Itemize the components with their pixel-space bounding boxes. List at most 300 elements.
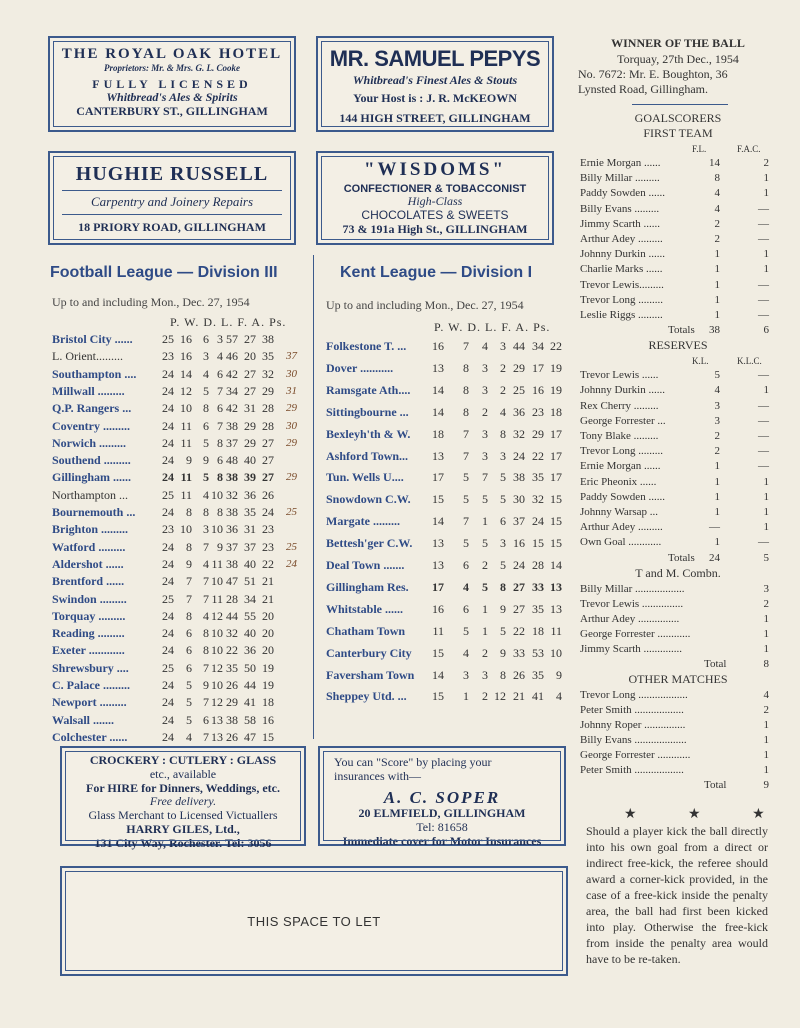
stat-cell: 6 (217, 366, 223, 381)
stat-cell: 28 (262, 418, 274, 433)
goals-b: — (758, 293, 769, 306)
handwritten-note: 30 (286, 367, 297, 380)
stat-cell: 7 (203, 729, 209, 744)
russell-address: 18 PRIORY ROAD, GILLINGHAM (78, 219, 266, 234)
team-name: Tun. Wells U.... (326, 470, 404, 485)
stat-cell: 38 (513, 470, 525, 485)
player-name: Ernie Morgan ...... (580, 460, 661, 473)
stat-cell: 9 (203, 678, 209, 692)
first-team-row (580, 171, 776, 186)
ball-divider (632, 104, 728, 105)
goals-a: 3 (714, 414, 720, 427)
goals-a: 4 (714, 202, 720, 215)
player-name: Charlie Marks ...... (580, 263, 663, 276)
stat-cell: 4 (500, 404, 506, 419)
reserves-row (580, 535, 776, 550)
team-name: Bexleyh'th & W. (326, 426, 411, 441)
royal-oak-ales: Whitbread's Ales & Spirits (106, 90, 238, 105)
team-name: Gillingham Res. (326, 579, 409, 594)
stat-cell: 15 (550, 536, 562, 551)
table-row (326, 579, 570, 596)
stat-cell: 11 (180, 470, 192, 485)
stat-cell: 27 (262, 470, 274, 485)
stat-cell: 31 (244, 522, 256, 537)
stat-cell: 27 (262, 435, 274, 450)
table-row (52, 418, 310, 435)
goals-b: 1 (763, 490, 769, 503)
goals-b: — (758, 430, 769, 442)
tm-row (580, 597, 776, 612)
team-name: Q.P. Rangers ... (52, 401, 132, 416)
stat-cell: 35 (244, 505, 256, 519)
team-name: L. Orient......... (52, 349, 123, 364)
table-row (52, 348, 310, 365)
stat-cell: 19 (550, 382, 562, 397)
stat-cell: 23 (532, 404, 544, 419)
stat-cell: 33 (532, 579, 544, 594)
stat-cell: 35 (532, 470, 544, 485)
goals-b: 1 (763, 248, 769, 261)
stat-cell: 24 (162, 556, 174, 571)
stat-cell: 6 (463, 601, 469, 616)
stat-cell: 11 (180, 435, 192, 450)
crockery-line-6: HARRY GILES, Ltd., (126, 821, 240, 836)
table-row (326, 513, 570, 530)
stat-cell: 12 (180, 383, 192, 398)
stat-cell: 24 (162, 453, 174, 468)
stat-cell: 12 (494, 689, 506, 704)
stat-cell: 24 (262, 505, 274, 519)
kent-subtitle: Up to and including Mon., Dec. 27, 1954 (326, 298, 524, 312)
stat-cell: 5 (482, 579, 488, 594)
team-name: Bournemouth ... (52, 505, 136, 519)
stat-cell: 6 (186, 626, 192, 641)
stat-cell: 7 (463, 426, 469, 441)
stat-cell: 20 (262, 643, 274, 658)
table-row (326, 426, 570, 443)
table-row (52, 712, 310, 729)
table-row (326, 688, 570, 705)
goals-a: 1 (714, 460, 720, 473)
table-row (52, 452, 310, 469)
stat-cell: 3 (463, 667, 469, 682)
stat-cell: 4 (203, 608, 209, 623)
free-kick-rule: Should a player kick the ball directly into his own goal from a direct or indirect free-kick, the referee should award a corner-kick provided, in the case of a free-kick inside the penalty area, the ball had first been kicked into play. Otherwise the free-kick from inside the penalty area would have to be re-taken. (586, 824, 768, 966)
stat-cell: 38 (226, 712, 238, 727)
goals: 1 (763, 612, 769, 625)
stat-cell: 20 (244, 349, 256, 364)
player-name: Paddy Sowden ...... (580, 187, 665, 200)
stat-cell: 36 (244, 487, 256, 502)
stat-cell: 8 (186, 608, 192, 623)
stat-cell: 4 (463, 579, 469, 594)
stat-cell: 34 (532, 339, 544, 353)
player-name: Leslie Riggs ......... (580, 309, 663, 321)
totals-a: 24 (709, 551, 720, 564)
team-name: Norwich ......... (52, 435, 126, 450)
first-team-row (580, 308, 776, 323)
reserves-row (580, 490, 776, 505)
stat-cell: 10 (180, 401, 192, 416)
other-matches-title: OTHER MATCHES (628, 671, 728, 686)
goals: 1 (763, 748, 769, 761)
player-name: Tony Blake ......... (580, 430, 659, 442)
goals-a: 2 (714, 233, 720, 245)
stat-cell: 3 (500, 339, 506, 353)
stat-cell: 28 (226, 591, 238, 606)
team-name: Southampton .... (52, 366, 137, 381)
stat-cell: 4 (186, 729, 192, 744)
table-row (52, 729, 310, 746)
stat-cell: 1 (463, 689, 469, 704)
stat-cell: 11 (211, 556, 223, 571)
goals-b: — (758, 278, 769, 291)
stat-cell: 8 (203, 643, 209, 658)
stat-cell: 6 (203, 712, 209, 727)
stat-cell: 13 (550, 579, 562, 594)
handwritten-note: 31 (286, 384, 297, 397)
stat-cell: 55 (244, 608, 256, 623)
player-name: Trevor Long .................. (580, 688, 688, 701)
team-name: Sheppey Utd. ... (326, 689, 407, 704)
other-row (580, 748, 776, 763)
other-row (580, 733, 776, 748)
stat-cell: 36 (244, 643, 256, 658)
russell-ad (48, 151, 296, 245)
stat-cell: 3 (482, 667, 488, 682)
table-row (52, 504, 310, 521)
team-name: Southend ......... (52, 453, 131, 468)
team-name: Aldershot ...... (52, 556, 124, 571)
stat-cell: 27 (244, 366, 256, 381)
stat-cell: 37 (226, 539, 238, 554)
stat-cell: 24 (162, 712, 174, 727)
royal-oak-name: THE ROYAL OAK HOTEL (61, 46, 283, 62)
wisdoms-address: 73 & 191a High St., GILLINGHAM (342, 222, 528, 237)
div3-title: Football League — Division III (50, 264, 278, 281)
stat-cell: 42 (226, 401, 238, 416)
stat-cell: 8 (203, 401, 209, 416)
crockery-line-5: Glass Merchant to Licensed Victuallers (88, 808, 278, 823)
stat-cell: 24 (162, 435, 174, 450)
stat-cell: 17 (432, 579, 444, 594)
stat-cell: 44 (513, 339, 525, 353)
stat-cell: 25 (162, 332, 174, 346)
stat-cell: 7 (463, 339, 469, 353)
totals-a: 9 (763, 778, 769, 791)
royal-oak-licensed: FULLY LICENSED (92, 76, 252, 91)
stat-cell: 14 (432, 667, 444, 682)
reserves-row (580, 383, 776, 398)
space-to-let-text: THIS SPACE TO LET (247, 914, 381, 929)
ball-line-1: Torquay, 27th Dec., 1954 (617, 52, 739, 66)
stat-cell: 10 (211, 487, 223, 502)
stat-cell: 57 (226, 332, 238, 346)
stat-cell: 13 (211, 729, 223, 744)
stat-cell: 8 (500, 667, 506, 682)
stat-cell: 9 (186, 556, 192, 571)
table-row (52, 366, 310, 383)
stat-cell: 5 (500, 623, 506, 638)
reserves-row (580, 414, 776, 429)
stat-cell: 29 (244, 435, 256, 450)
stat-cell: 26 (513, 667, 525, 682)
tm-title: T and M. Combn. (635, 565, 721, 580)
stat-cell: 13 (211, 712, 223, 727)
table-row (52, 660, 310, 677)
stat-cell: 7 (463, 448, 469, 463)
goals-b: 1 (763, 475, 769, 488)
stat-cell: 40 (244, 556, 256, 571)
goals-b: — (758, 399, 769, 412)
player-name: Arthur Adey ......... (580, 233, 663, 245)
goals-a: 3 (714, 399, 720, 412)
stat-cell: 4 (556, 689, 562, 704)
pepys-ad (316, 36, 554, 132)
player-name: George Forrester ............ (580, 627, 691, 640)
stat-cell: 5 (463, 470, 469, 485)
stat-cell: 3 (482, 426, 488, 441)
table-row (326, 338, 570, 355)
stat-cell: 10 (211, 643, 223, 658)
reserves-col-a: K.L. (692, 356, 709, 367)
stat-cell: 38 (226, 418, 238, 433)
team-name: Reading ......... (52, 626, 125, 641)
stat-cell: 13 (432, 558, 444, 572)
first-team-col-b: F.A.C. (737, 144, 761, 154)
crockery-ad (60, 746, 306, 850)
stat-cell: 5 (463, 536, 469, 551)
player-name: George Forrester ............ (580, 748, 691, 761)
stat-cell: 2 (482, 689, 488, 704)
stat-cell: 3 (482, 382, 488, 397)
stat-cell: 24 (162, 383, 174, 398)
stat-cell: 28 (532, 558, 544, 572)
goals-b: — (758, 445, 769, 458)
pepys-name: MR. SAMUEL PEPYS (329, 46, 541, 71)
table-row (326, 491, 570, 508)
stat-cell: 32 (226, 626, 238, 641)
soper-ad (318, 746, 566, 846)
stat-cell: 15 (532, 536, 544, 551)
stat-cell: 22 (532, 448, 544, 463)
stat-cell: 25 (162, 487, 174, 502)
stat-cell: 26 (226, 729, 238, 744)
stat-cell: 11 (180, 418, 192, 433)
kent-title: Kent League — Division I (340, 264, 533, 281)
stat-cell: 3 (500, 536, 506, 551)
stat-cell: 50 (244, 660, 256, 675)
other-total (580, 778, 776, 793)
player-name: Peter Smith .................. (580, 763, 684, 776)
reserves-totals (580, 551, 776, 566)
other-row (580, 763, 776, 778)
team-name: Shrewsbury .... (52, 660, 129, 675)
stat-cell: 15 (550, 514, 562, 529)
player-name: Trevor Long ......... (580, 293, 664, 306)
goals-a: 1 (714, 475, 720, 488)
table-row (52, 331, 310, 348)
wisdoms-trade: CONFECTIONER & TOBACCONIST (343, 182, 527, 195)
player-name: Peter Smith .................. (580, 703, 684, 716)
table-row (326, 601, 570, 618)
player-name: Rex Cherry ......... (580, 399, 659, 412)
stat-cell: 32 (513, 426, 525, 441)
stat-cell: 16 (432, 601, 444, 616)
stat-cell: 44 (226, 608, 238, 623)
stat-cell: 5 (500, 492, 506, 507)
goals-b: — (758, 309, 769, 321)
stat-cell: 24 (162, 470, 174, 485)
first-team-totals (580, 323, 776, 338)
stat-cell: 27 (244, 332, 256, 346)
stat-cell: 34 (244, 591, 256, 606)
first-team-title: FIRST TEAM (643, 126, 713, 140)
table-row (52, 625, 310, 642)
player-name: Eric Pheonix ...... (580, 475, 657, 488)
stat-cell: 6 (500, 514, 506, 529)
stat-cell: 11 (211, 591, 223, 606)
player-name: Johnny Durkin ...... (580, 384, 665, 397)
stat-cell: 8 (217, 470, 223, 485)
stat-cell: 15 (432, 689, 444, 704)
stat-cell: 28 (262, 401, 274, 416)
tm-row (580, 642, 776, 657)
handwritten-note: 30 (286, 419, 297, 432)
stat-cell: 21 (513, 689, 525, 704)
goals-a: — (709, 521, 720, 534)
stat-cell: 24 (513, 448, 525, 463)
stat-cell: 24 (532, 514, 544, 529)
handwritten-note: 29 (286, 436, 297, 449)
totals-a: 8 (763, 657, 769, 670)
stat-cell: 34 (226, 383, 238, 398)
stat-cell: 35 (532, 601, 544, 616)
team-name: Bettesh'ger C.W. (326, 536, 413, 551)
team-name: Northampton ... (52, 487, 128, 502)
first-team-row (580, 186, 776, 201)
stat-cell: 16 (180, 349, 192, 364)
stat-cell: 1 (482, 601, 488, 616)
stat-cell: 47 (226, 574, 238, 589)
crockery-line-3: For HIRE for Dinners, Weddings, etc. (85, 780, 280, 795)
stat-cell: 4 (482, 339, 488, 353)
stat-cell: 22 (550, 339, 562, 353)
stat-cell: 21 (262, 591, 274, 606)
team-name: Brentford ...... (52, 574, 125, 589)
stat-cell: 15 (550, 492, 562, 507)
stat-cell: 8 (463, 360, 469, 375)
goals: 2 (763, 597, 769, 610)
div3-subtitle: Up to and including Mon., Dec. 27, 1954 (52, 295, 250, 309)
table-row (326, 469, 570, 486)
stat-cell: 5 (203, 435, 209, 450)
handwritten-note: 24 (286, 557, 297, 570)
stat-cell: 24 (162, 678, 174, 692)
soper-address: 20 ELMFIELD, GILLINGHAM (358, 806, 526, 821)
stat-cell: 7 (186, 574, 192, 589)
stat-cell: 10 (211, 626, 223, 641)
player-name: Own Goal ............ (580, 536, 662, 549)
stat-cell: 20 (262, 608, 274, 623)
team-name: C. Palace ......... (52, 678, 130, 692)
stat-cell: 38 (226, 505, 238, 519)
stat-cell: 41 (532, 689, 544, 704)
stat-cell: 2 (500, 360, 506, 375)
stat-cell: 24 (162, 505, 174, 519)
stat-cell: 32 (532, 492, 544, 507)
goals-a: 1 (714, 536, 720, 549)
other-row (580, 703, 776, 718)
stat-cell: 4 (217, 349, 223, 364)
stat-cell: 17 (550, 470, 562, 485)
goals-b: 1 (763, 384, 769, 397)
goals-a: 1 (714, 263, 720, 276)
team-name: Torquay ......... (52, 608, 126, 623)
stat-cell: 4 (203, 556, 209, 571)
totals-a: 38 (709, 324, 720, 337)
goals-b: 1 (763, 172, 769, 185)
goals-b: 1 (763, 263, 769, 276)
player-name: Trevor Lewis......... (580, 278, 664, 291)
player-name: Johnny Roper ............... (580, 718, 686, 731)
stat-cell: 7 (186, 591, 192, 606)
stat-cell: 3 (500, 448, 506, 463)
stat-cell: 3 (482, 448, 488, 463)
reserves-row (580, 429, 776, 444)
stat-cell: 33 (513, 645, 525, 660)
team-name: Bristol City ...... (52, 332, 133, 346)
crockery-line-4: Free delivery. (149, 794, 217, 809)
team-name: Walsall ....... (52, 712, 115, 727)
crockery-line-1: CROCKERY : CUTLERY : GLASS (89, 753, 277, 767)
stat-cell: 12 (211, 608, 223, 623)
reserves-row (580, 444, 776, 459)
stat-cell: 3 (482, 360, 488, 375)
team-name: Dover ........... (326, 360, 394, 375)
stat-cell: 5 (482, 492, 488, 507)
team-name: Chatham Town (326, 623, 406, 638)
stat-cell: 39 (244, 470, 256, 485)
goals-b: 1 (763, 521, 769, 534)
table-row (326, 404, 570, 421)
stat-cell: 35 (226, 660, 238, 675)
stat-cell: 7 (463, 514, 469, 529)
stat-cell: 16 (180, 332, 192, 346)
player-name: George Forrester ... (580, 414, 666, 427)
reserves-row (580, 399, 776, 414)
goals-a: 2 (714, 445, 720, 458)
stat-cell: 24 (162, 574, 174, 589)
kent-header: P. W. D. L. F. A. Ps. (434, 320, 551, 334)
handwritten-note: 25 (286, 506, 297, 518)
stat-cell: 2 (500, 382, 506, 397)
stat-cell: 18 (262, 695, 274, 710)
team-name: Exeter ............ (52, 643, 125, 658)
table-row (52, 608, 310, 625)
team-name: Deal Town ....... (326, 558, 405, 572)
table-row (52, 539, 310, 556)
stat-cell: 24 (162, 539, 174, 554)
stat-cell: 19 (262, 660, 274, 675)
stat-cell: 7 (482, 470, 488, 485)
goals-a: 14 (709, 157, 720, 169)
stat-cell: 47 (244, 729, 256, 744)
stat-cell: 24 (162, 401, 174, 416)
stat-cell: 7 (203, 695, 209, 710)
stat-cell: 29 (532, 426, 544, 441)
totals-label: Totals (668, 324, 695, 337)
